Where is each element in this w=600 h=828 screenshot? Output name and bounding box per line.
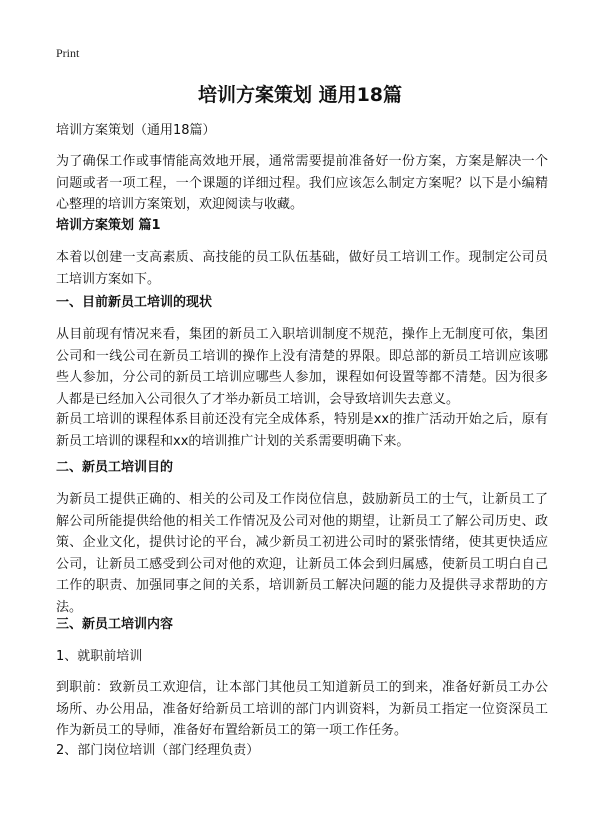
article-heading: 培训方案策划 篇1 (56, 218, 161, 233)
intro-paragraph: 为了确保工作或事情能高效地开展，通常需要提前准备好一份方案，方案是解决一个问题或者一项工程，一个课题的详细过程。我们应该怎么制定方案呢？以下是小编精心整理的培训方案策划，欢迎阅读与收藏。 (56, 154, 548, 212)
status-paragraph-2: 新员工培训的课程体系目前还没有完全成体系，特别是xx的推广活动开始之后，原有新员工培训的课程和xx的培训推广计划的关系需要明确下来。 (56, 412, 548, 449)
section-heading-2: 二、新员工培训目的 (56, 460, 174, 475)
goal-paragraph: 为新员工提供正确的、相关的公司及工作岗位信息，鼓励新员工的士气，让新员工了解公司所能提供给他的相关工作情况及公司对他的期望，让新员工了解公司历史、政策、企业文化，提供讨论的平台，减少新员工初进公司时的紧张情绪，使其更快适应公司，让新员工感受到公司对他的欢迎，让新员工体会到归属感，使新员工明白自己工作的职责、加强同事之间的关系，培训新员工解决问题的能力及提供寻求帮助的方法。 (56, 492, 548, 615)
page-title: 培训方案策划 通用18篇 (197, 84, 403, 106)
status-paragraph-1: 从目前现有情况来看，集团的新员工入职培训制度不规范，操作上无制度可依，集团公司和一线公司在新员工培训的操作上没有清楚的界限。即总部的新员工培训应该哪些人参加，分公司的新员工培训应哪些人参加，课程如何设置等都不清楚。因为很多人都是已经加入公司很久了才举办新员工培训，会导致培训失去意义。 (56, 327, 548, 407)
section-heading-3: 三、新员工培训内容 (56, 617, 174, 632)
subsection-heading-1: 1、就职前培训 (56, 649, 143, 664)
print-link[interactable]: Print (56, 46, 80, 60)
subsection-heading-2: 2、部门岗位培训（部门经理负责） (56, 743, 260, 758)
section-heading-1: 一、目前新员工培训的现状 (56, 295, 213, 310)
purpose-paragraph: 本着以创建一支高素质、高技能的员工队伍基础，做好员工培训工作。现制定公司员工培训方案如下。 (56, 250, 548, 287)
pre-employment-paragraph: 到职前：致新员工欢迎信，让本部门其他员工知道新员工的到来，准备好新员工办公场所、办公用品，准备好给新员工培训的部门内训资料，为新员工指定一位资深员工作为新员工的导师，准备好布置给新员工的第一项工作任务。 (56, 680, 548, 738)
subtitle: 培训方案策划（通用18篇） (56, 123, 216, 138)
